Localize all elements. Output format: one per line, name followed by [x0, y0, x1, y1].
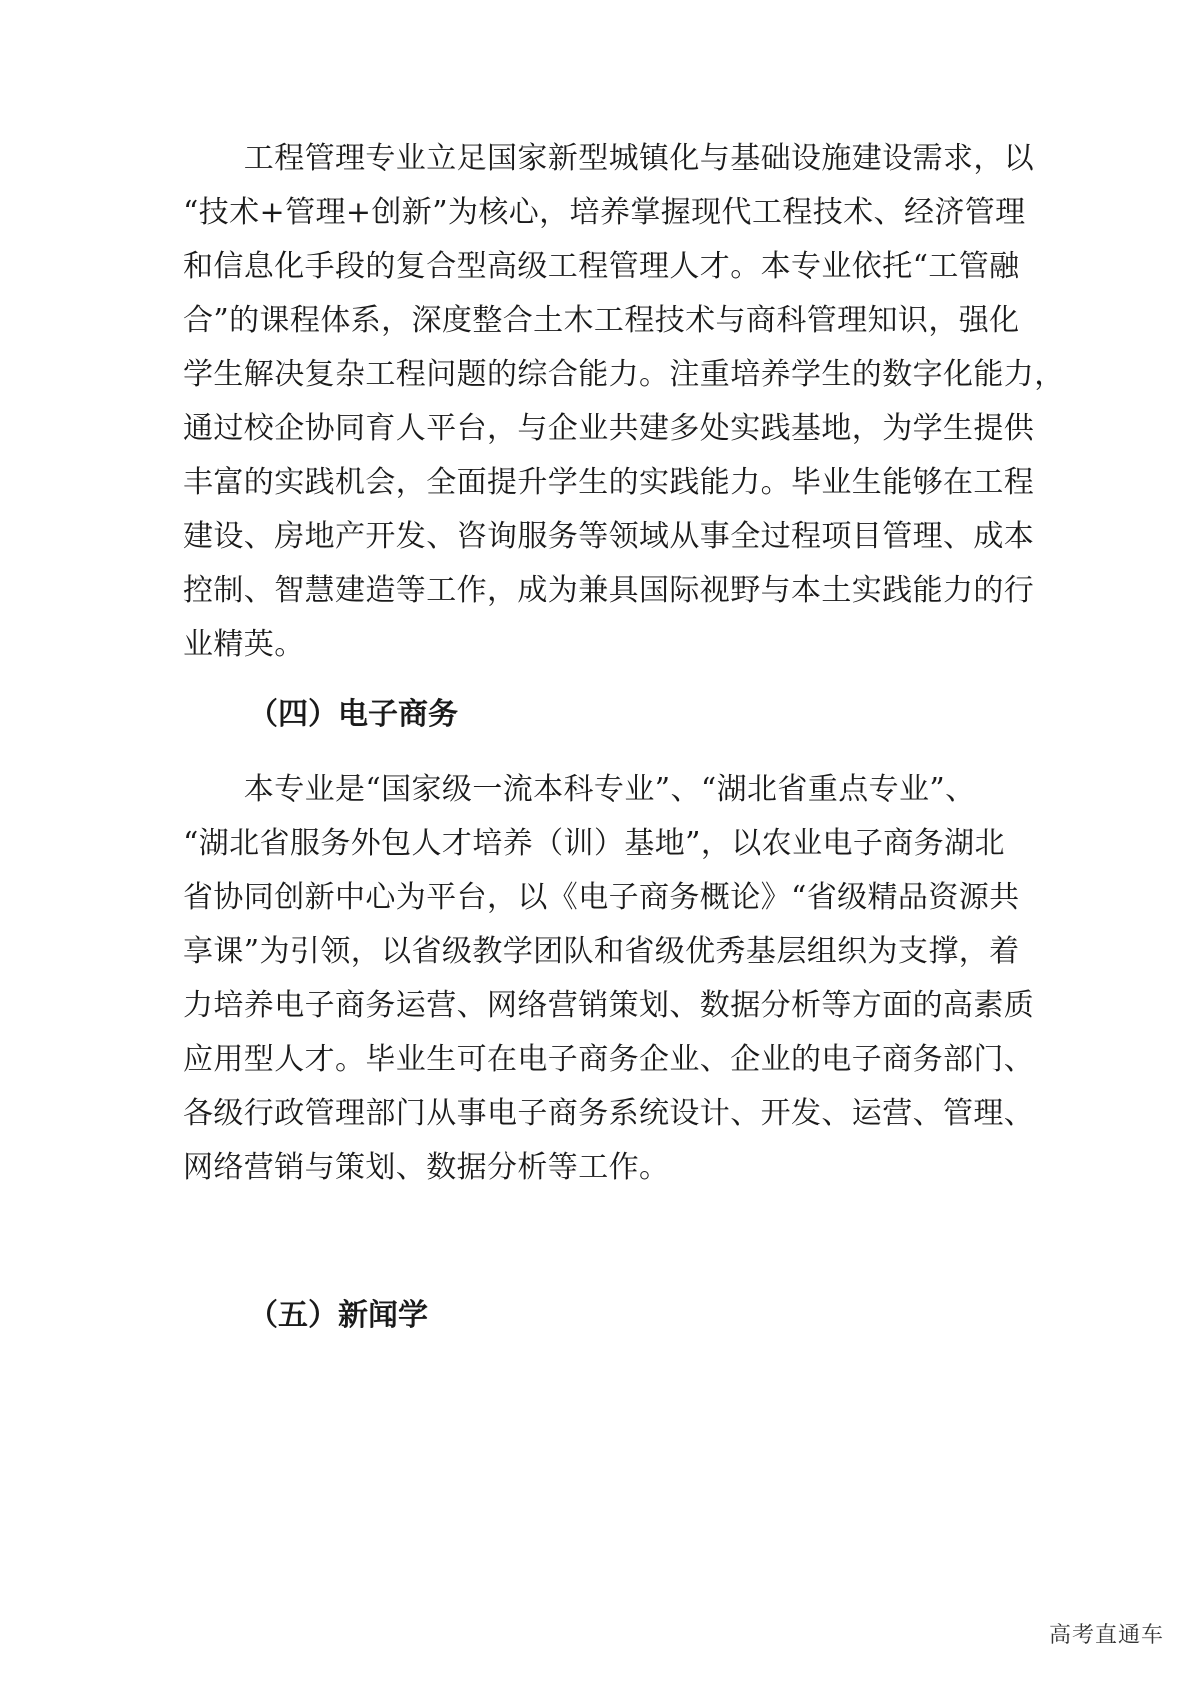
- paragraph-line: 控制、智慧建造等工作，成为兼具国际视野与本土实践能力的行: [183, 573, 1035, 608]
- paragraph-line: 各级行政管理部门从事电子商务系统设计、开发、运营、管理、: [183, 1096, 1035, 1131]
- section-heading-journalism: （五）新闻学: [248, 1298, 428, 1333]
- paragraph-line: 合”的课程体系，深度整合土木工程技术与商科管理知识，强化: [183, 303, 1020, 338]
- paragraph-line: “技术+管理+创新”为核心，培养掌握现代工程技术、经济管理: [183, 195, 1026, 230]
- paragraph-line: “湖北省服务外包人才培养（训）基地”，以农业电子商务湖北: [183, 826, 1005, 861]
- paragraph-line: 应用型人才。毕业生可在电子商务企业、企业的电子商务部门、: [183, 1042, 1035, 1077]
- paragraph-line: 享课”为引领，以省级教学团队和省级优秀基层组织为支撑，着: [183, 934, 1020, 969]
- watermark-text: 高考直通车: [1048, 1623, 1164, 1648]
- paragraph-line: 通过校企协同育人平台，与企业共建多处实践基地，为学生提供: [183, 411, 1035, 446]
- paragraph-line: 网络营销与策划、数据分析等工作。: [183, 1150, 670, 1185]
- paragraph-line: 业精英。: [183, 627, 305, 662]
- paragraph-line: 丰富的实践机会，全面提升学生的实践能力。毕业生能够在工程: [183, 465, 1035, 500]
- paragraph-line: 建设、房地产开发、咨询服务等领域从事全过程项目管理、成本: [183, 519, 1035, 554]
- paragraph-line: 学生解决复杂工程问题的综合能力。注重培养学生的数字化能力，: [183, 357, 1065, 392]
- paragraph-line: 和信息化手段的复合型高级工程管理人才。本专业依托“工管融: [183, 249, 1020, 284]
- paragraph-line: 省协同创新中心为平台，以《电子商务概论》“省级精品资源共: [183, 880, 1020, 915]
- section-heading-ecommerce: （四）电子商务: [248, 697, 458, 732]
- paragraph-line: 力培养电子商务运营、网络营销策划、数据分析等方面的高素质: [183, 988, 1035, 1023]
- paragraph-line: 本专业是“国家级一流本科专业”、“湖北省重点专业”、: [183, 772, 976, 807]
- paragraph-line: 工程管理专业立足国家新型城镇化与基础设施建设需求，以: [183, 141, 1035, 176]
